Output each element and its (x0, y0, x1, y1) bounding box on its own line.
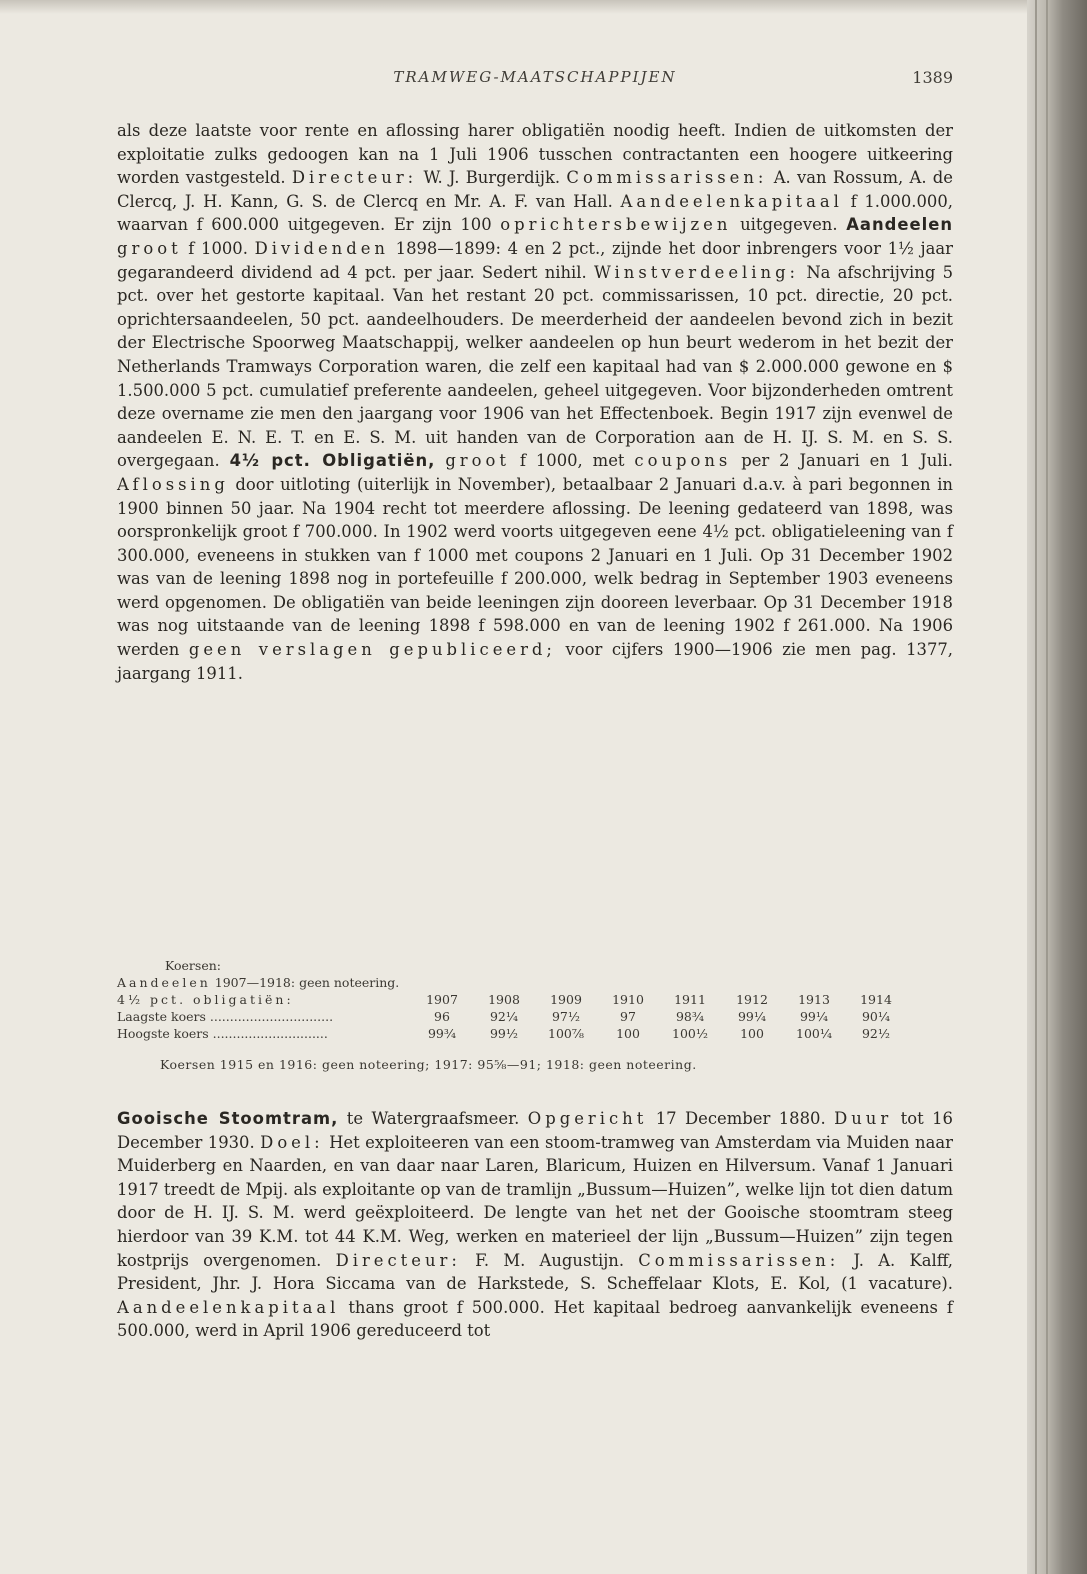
text-run: als deze laatste voor rente en aflossing harer obligatiën noodig heeft. Indien de uitkomsten der exploitatie zulks gedoogen kan na 1 Juli 1906 tusschen contractanten een hoogere uitkeering worden vastgesteld. (117, 121, 953, 188)
laagste-label: Laagste koers ............................... (117, 1009, 334, 1024)
year-cell: 1910 (612, 992, 644, 1007)
obligatien-heading: 4½ pct. Obligatiën, (229, 451, 436, 471)
text-run: te Watergraafsmeer. (338, 1109, 528, 1128)
table-row (117, 974, 953, 991)
text-run: Na afschrijving 5 pct. over het gestorte kapitaal. Van het restant 20 pct. commissarissen, 10 pct. directie, 20 pct. oprichtersaandeelen, 50 pct. aandeelhouders. De meerderheid der aandeelen bevond zich in bezit der Electrische Spoorweg Maatschappij, welker aandeelen op hun beurt wederom in het bezit der Netherlands Tramways Corporation waren, die zelf een kapitaal had van $ 2.000.000 gewone en $ 1.500.000 5 pct. cumulatief preferente aandeelen, geheel uitgegeven. Voor bijzonderheden omtrent deze overname zie men den jaargang voor 1906 van het Effectenboek. Begin 1917 zijn evenwel de aandeelen E. N. E. T. en E. S. M. uit handen van de Corporation aan de H. IJ. S. M. en S. S. overgegaan. (117, 262, 954, 471)
text-run: 17 December 1880. (647, 1109, 835, 1128)
hoogste-cell: 100 (616, 1026, 640, 1041)
hoogste-cell: 100 (740, 1026, 764, 1041)
laagste-cell: 90¼ (861, 1009, 891, 1024)
page-header (117, 68, 953, 96)
directeur-label: Directeur: (335, 1250, 461, 1270)
commissarissen-label: Commissarissen: (566, 168, 768, 188)
laagste-cell: 99¼ (799, 1009, 829, 1024)
text-run: J. A. Kalff, President, Jhr. J. Hora Siccama van de Harkstede, S. Scheffelaar Klots, E. Kol, (1 vacature). (117, 1250, 953, 1294)
text-run: thans groot f 500.000. Het kapitaal bedroeg aanvankelijk eveneens f 500.000, werd in April 1906 gereduceerd tot (117, 1297, 953, 1341)
section-2 (117, 1107, 953, 1343)
aandeelen-note: 1907—1918: geen noteering. (210, 975, 400, 990)
hoogste-label: Hoogste koers ............................. (117, 1026, 328, 1041)
text-run: Het exploiteeren van een stoom-tramweg van Amsterdam via Muiden naar Muiderberg en Naarden, en van daar naar Laren, Blaricum, Huizen en Hilversum. Vanaf 1 Januari 1917 treedt de Mpij. als exploitante op van de tramlijn „Bussum—Huizen”, welke lijn tot dien datum door de H. IJ. S. M. werd geëxploiteerd. De lengte van het net der Gooische stoomtram steeg hierdoor van 39 K.M. tot 44 K.M. Weg, werken en materieel der lijn „Bussum—Huizen” zijn tegen kostprijs overgenomen. (117, 1132, 953, 1270)
hoogste-cell: 92½ (861, 1026, 891, 1041)
text-run: f 1000, met (509, 451, 635, 471)
dividenden-label: Dividenden (254, 238, 389, 258)
hoogste-cell: 100⅞ (548, 1026, 584, 1041)
doel-label: Doel: (260, 1132, 324, 1152)
spine-line (1046, 0, 1048, 1574)
directeur-label: Directeur: (291, 168, 418, 188)
table-row-hoogste (117, 1025, 953, 1042)
year-cell: 1907 (426, 992, 458, 1007)
obligatien-label: 4½ pct. obligatiën: (117, 992, 294, 1007)
opgericht-label: Opgericht (527, 1109, 648, 1128)
laagste-cell: 92¼ (489, 1009, 519, 1024)
coupons-label: coupons (634, 451, 732, 471)
groot-label: groot (117, 238, 182, 258)
winstverdeeling-label: Winstverdeeling: (593, 262, 800, 282)
geen-verslagen-label: geen verslagen gepubliceerd; (188, 640, 556, 660)
year-cell: 1912 (736, 992, 768, 1007)
year-cell: 1909 (550, 992, 582, 1007)
text-run: f 1.000.000, waarvan f 600.000 uitgegeven. Er zijn 100 (117, 191, 953, 235)
aflossing-label: Aflossing (117, 474, 229, 494)
aandeelen-label: Aandeelen (117, 975, 211, 990)
text-run: per 2 Januari en 1 Juli. (731, 451, 953, 471)
duur-label: Duur (834, 1109, 893, 1128)
table-row-laagste (117, 1008, 953, 1025)
aandeelen-row (117, 974, 399, 991)
section-1 (117, 119, 953, 685)
text-run: door uitloting (uiterlijk in November), betaalbaar 2 Januari d.a.v. à pari begonnen in 1900 binnen 50 jaar. Na 1904 recht tot meerdere aflossing. De leening gedateerd van 1898, was oorspronkelijk groot f 700.000. In 1902 werd voorts uitgegeven eene 4½ pct. obligatieleening van f 300.000, eveneens in stukken van f 1000 met coupons 2 Januari en 1 Juli. Op 31 December 1902 was van de leening 1898 nog in portefeuille f 200.000, welk bedrag in September 1903 eveneens werd opgenomen. De obligatiën van beide leeningen zijn dooreen leverbaar. Op 31 December 1918 was nog uitstaande van de leening 1898 f 598.000 en van de leening 1902 f 261.000. Na 1906 werden (117, 474, 953, 660)
hoogste-cell: 100½ (672, 1026, 708, 1041)
text-run: uitgegeven. (731, 215, 847, 235)
laagste-cell: 98¾ (675, 1009, 705, 1024)
table-row (117, 957, 953, 974)
laagste-cell: 96 (434, 1009, 450, 1024)
aandeelenkapitaal-label: Aandeelenkapitaal (620, 191, 843, 211)
hoogste-cell: 100¼ (796, 1026, 832, 1041)
koersen-footnote: Koersen 1915 en 1916: geen noteering; 1917: 95⅝—91; 1918: geen noteering. (160, 1057, 697, 1072)
table-row-years (117, 991, 953, 1008)
hoogste-cell: 99¾ (427, 1026, 457, 1041)
text-run: voor cijfers 1900—1906 zie men pag. 1377, jaargang 1911. (117, 640, 954, 683)
text-run: f 1000. (181, 238, 255, 258)
paragraph-1 (117, 119, 953, 685)
koersen-title: Koersen: (165, 958, 221, 973)
text-run: tot 16 December 1930. (117, 1109, 953, 1152)
aandeelen-heading: Aandeelen (846, 215, 953, 235)
text-run: A. van Rossum, A. de Clercq, J. H. Kann, G. S. de Clercq en Mr. A. F. van Hall. (117, 168, 953, 211)
laagste-cell: 97½ (551, 1009, 581, 1024)
text-run: 1898—1899: 4 en 2 pct., zijnde het door inbrengers voor 1½ jaar gegarandeerd dividend ad 4 pct. per jaar. Sedert nihil. (117, 238, 953, 282)
commissarissen-label: Commissarissen: (638, 1250, 840, 1270)
aandeelenkapitaal-label: Aandeelenkapitaal (117, 1297, 340, 1317)
text-run: W. J. Burgerdijk. (417, 168, 567, 188)
page-number: 1389 (912, 68, 953, 87)
company-heading: Gooische Stoomtram, (117, 1109, 339, 1128)
year-cell: 1913 (798, 992, 830, 1007)
year-cell: 1911 (674, 992, 706, 1007)
year-cell: 1914 (860, 992, 892, 1007)
running-head: TRAMWEG-MAATSCHAPPIJEN (393, 68, 677, 86)
groot-label: groot (445, 451, 510, 471)
hoogste-cell: 99½ (489, 1026, 519, 1041)
paragraph-2 (117, 1107, 953, 1343)
text-run: F. M. Augustijn. (460, 1250, 639, 1270)
laagste-cell: 99¼ (737, 1009, 767, 1024)
oprichtersbewijzen-label: oprichtersbewijzen (500, 215, 732, 235)
laagste-cell: 97 (620, 1009, 636, 1024)
year-cell: 1908 (488, 992, 520, 1007)
spine-line (1035, 0, 1037, 1574)
koersen-table (117, 957, 953, 1042)
page-top-edge (0, 0, 1027, 14)
